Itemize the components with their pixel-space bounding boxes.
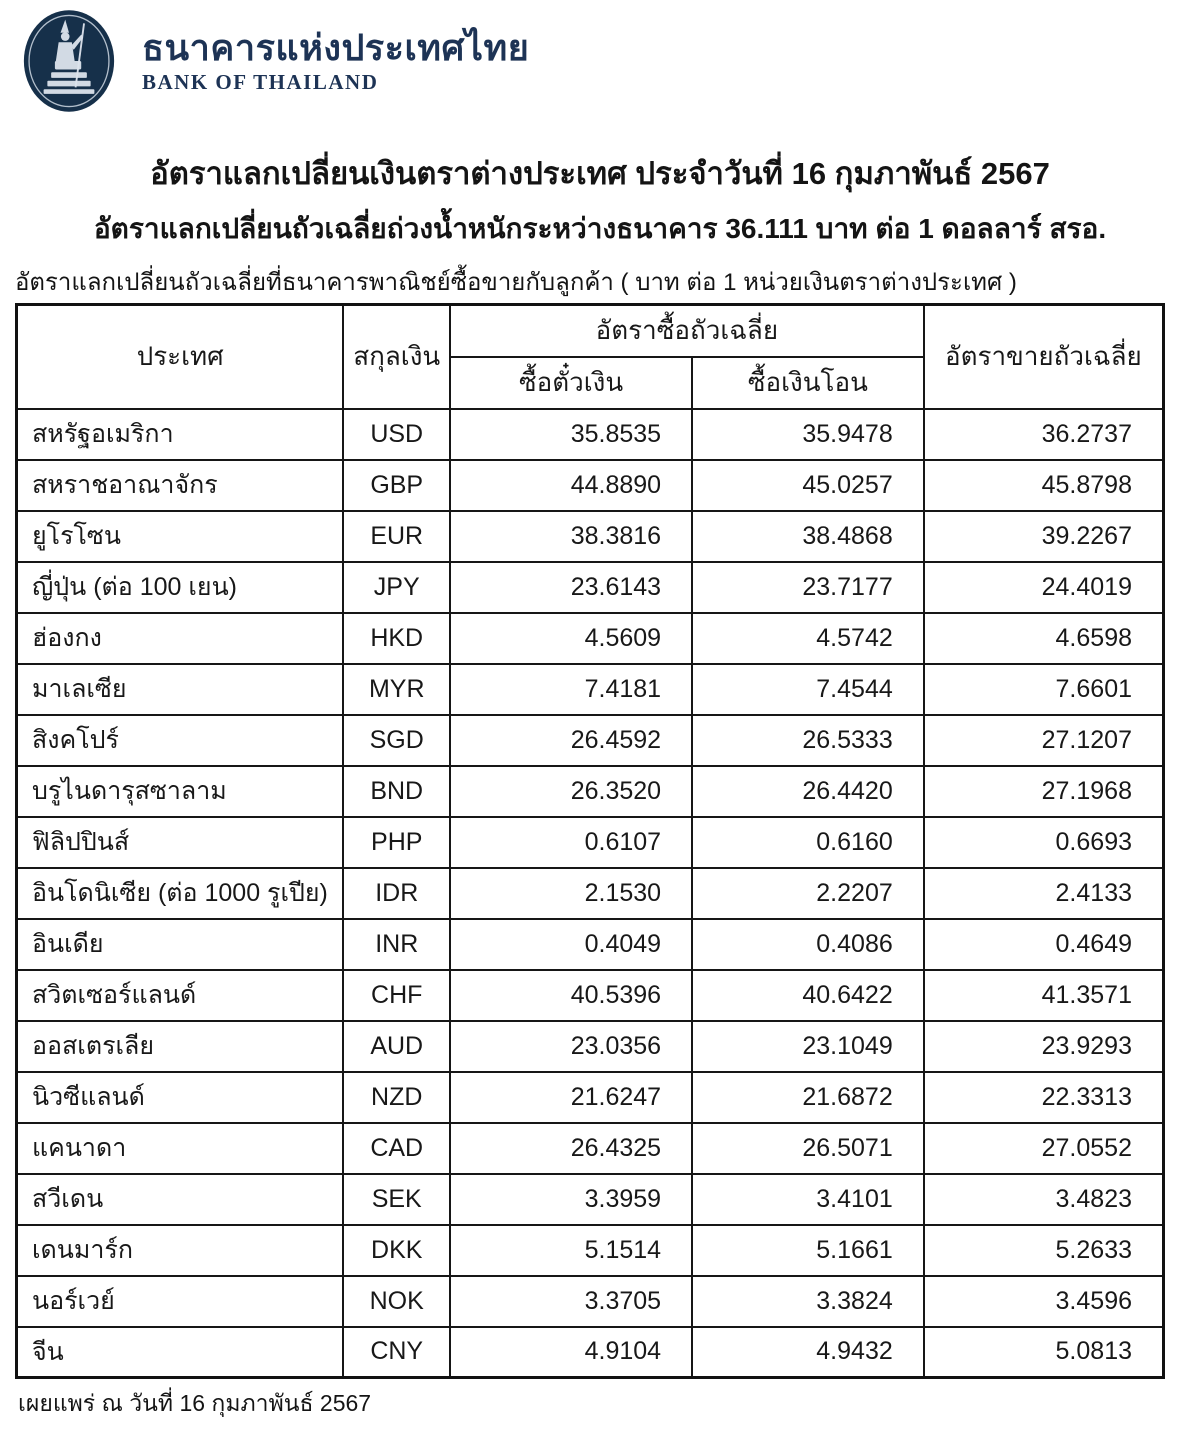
cell-country: เดนมาร์ก — [17, 1225, 344, 1276]
column-header-currency: สกุลเงิน — [343, 305, 450, 409]
cell-currency: CAD — [343, 1123, 450, 1174]
cell-buy-bill: 26.3520 — [450, 766, 692, 817]
cell-sell: 45.8798 — [924, 460, 1164, 511]
table-caption: อัตราแลกเปลี่ยนถัวเฉลี่ยที่ธนาคารพาณิชย์ซื้อขายกับลูกค้า ( บาท ต่อ 1 หน่วยเงินตราต่างประเทศ ) — [15, 269, 1017, 296]
cell-country: อินเดีย — [17, 919, 344, 970]
cell-buy-transfer: 0.6160 — [692, 817, 924, 868]
cell-buy-bill: 3.3705 — [450, 1276, 692, 1327]
table-row — [17, 970, 1164, 1021]
exchange-rate-table-body — [17, 409, 1164, 1378]
cell-sell: 27.0552 — [924, 1123, 1164, 1174]
cell-buy-transfer: 2.2207 — [692, 868, 924, 919]
cell-country: นอร์เวย์ — [17, 1276, 344, 1327]
cell-buy-transfer: 3.4101 — [692, 1174, 924, 1225]
cell-country: ฮ่องกง — [17, 613, 344, 664]
interbank-rate-subtitle: อัตราแลกเปลี่ยนถัวเฉลี่ยถ่วงน้ำหนักระหว่างธนาคาร 36.111 บาท ต่อ 1 ดอลลาร์ สรอ. — [93, 213, 1107, 244]
page-title: อัตราแลกเปลี่ยนเงินตราต่างประเทศ ประจำวันที่ 16 กุมภาพันธ์ 2567 — [150, 156, 1050, 191]
cell-country: อินโดนิเซีย (ต่อ 1000 รูเปีย) — [17, 868, 344, 919]
cell-country: สวีเดน — [17, 1174, 344, 1225]
cell-buy-bill: 26.4592 — [450, 715, 692, 766]
cell-buy-bill: 4.9104 — [450, 1327, 692, 1378]
bank-name-block — [142, 27, 529, 95]
cell-country: ญี่ปุ่น (ต่อ 100 เยน) — [17, 562, 344, 613]
table-row — [17, 409, 1164, 460]
table-row — [17, 511, 1164, 562]
exchange-rate-table — [15, 303, 1165, 1379]
cell-buy-bill: 23.0356 — [450, 1021, 692, 1072]
cell-buy-transfer: 26.5333 — [692, 715, 924, 766]
cell-country: มาเลเซีย — [17, 664, 344, 715]
cell-currency: HKD — [343, 613, 450, 664]
cell-currency: NZD — [343, 1072, 450, 1123]
cell-country: ออสเตรเลีย — [17, 1021, 344, 1072]
cell-buy-bill: 38.3816 — [450, 511, 692, 562]
cell-buy-transfer: 7.4544 — [692, 664, 924, 715]
cell-buy-bill: 23.6143 — [450, 562, 692, 613]
bank-of-thailand-header — [22, 8, 529, 114]
cell-currency: IDR — [343, 868, 450, 919]
table-row — [17, 664, 1164, 715]
cell-country: ยูโรโซน — [17, 511, 344, 562]
table-row — [17, 715, 1164, 766]
table-row — [17, 1276, 1164, 1327]
cell-buy-transfer: 45.0257 — [692, 460, 924, 511]
cell-buy-transfer: 35.9478 — [692, 409, 924, 460]
cell-currency: JPY — [343, 562, 450, 613]
cell-sell: 22.3313 — [924, 1072, 1164, 1123]
cell-currency: CNY — [343, 1327, 450, 1378]
bank-of-thailand-seal-icon — [22, 8, 116, 114]
cell-sell: 7.6601 — [924, 664, 1164, 715]
cell-buy-transfer: 26.4420 — [692, 766, 924, 817]
cell-currency: GBP — [343, 460, 450, 511]
cell-currency: INR — [343, 919, 450, 970]
exchange-rate-table-container — [15, 303, 1165, 1379]
cell-buy-bill: 44.8890 — [450, 460, 692, 511]
cell-buy-bill: 2.1530 — [450, 868, 692, 919]
cell-buy-transfer: 3.3824 — [692, 1276, 924, 1327]
table-row — [17, 1072, 1164, 1123]
cell-currency: EUR — [343, 511, 450, 562]
header-row-top — [17, 305, 1164, 357]
table-row — [17, 613, 1164, 664]
cell-buy-bill: 0.4049 — [450, 919, 692, 970]
table-row — [17, 868, 1164, 919]
cell-sell: 3.4596 — [924, 1276, 1164, 1327]
cell-buy-transfer: 26.5071 — [692, 1123, 924, 1174]
cell-buy-bill: 0.6107 — [450, 817, 692, 868]
cell-sell: 0.6693 — [924, 817, 1164, 868]
table-row — [17, 460, 1164, 511]
cell-buy-bill: 4.5609 — [450, 613, 692, 664]
cell-currency: PHP — [343, 817, 450, 868]
column-header-country: ประเทศ — [17, 305, 344, 409]
cell-currency: SGD — [343, 715, 450, 766]
cell-country: สิงคโปร์ — [17, 715, 344, 766]
cell-sell: 23.9293 — [924, 1021, 1164, 1072]
cell-buy-transfer: 4.5742 — [692, 613, 924, 664]
cell-country: แคนาดา — [17, 1123, 344, 1174]
cell-currency: CHF — [343, 970, 450, 1021]
table-row — [17, 1327, 1164, 1378]
cell-buy-bill: 35.8535 — [450, 409, 692, 460]
cell-sell: 24.4019 — [924, 562, 1164, 613]
cell-buy-transfer: 4.9432 — [692, 1327, 924, 1378]
cell-country: บรูไนดารุสซาลาม — [17, 766, 344, 817]
column-header-buy-transfer: ซื้อเงินโอน — [692, 357, 924, 409]
column-header-buy-group: อัตราซื้อถัวเฉลี่ย — [450, 305, 924, 357]
cell-sell: 39.2267 — [924, 511, 1164, 562]
cell-buy-transfer: 40.6422 — [692, 970, 924, 1021]
cell-country: สหรัฐอเมริกา — [17, 409, 344, 460]
cell-buy-transfer: 0.4086 — [692, 919, 924, 970]
cell-sell: 5.2633 — [924, 1225, 1164, 1276]
bank-name-thai: ธนาคารแห่งประเทศไทย — [142, 26, 530, 68]
cell-sell: 36.2737 — [924, 409, 1164, 460]
table-row — [17, 766, 1164, 817]
cell-currency: MYR — [343, 664, 450, 715]
cell-buy-transfer: 38.4868 — [692, 511, 924, 562]
cell-country: สหราชอาณาจักร — [17, 460, 344, 511]
table-row — [17, 1174, 1164, 1225]
cell-sell: 41.3571 — [924, 970, 1164, 1021]
column-header-sell: อัตราขายถัวเฉลี่ย — [924, 305, 1164, 409]
cell-buy-bill: 26.4325 — [450, 1123, 692, 1174]
cell-buy-bill: 40.5396 — [450, 970, 692, 1021]
cell-buy-transfer: 23.7177 — [692, 562, 924, 613]
cell-currency: NOK — [343, 1276, 450, 1327]
column-header-buy-bill: ซื้อตั๋วเงิน — [450, 357, 692, 409]
table-row — [17, 562, 1164, 613]
cell-buy-bill: 3.3959 — [450, 1174, 692, 1225]
cell-sell: 27.1968 — [924, 766, 1164, 817]
cell-sell: 5.0813 — [924, 1327, 1164, 1378]
table-row — [17, 919, 1164, 970]
cell-currency: BND — [343, 766, 450, 817]
cell-buy-bill: 5.1514 — [450, 1225, 692, 1276]
cell-currency: SEK — [343, 1174, 450, 1225]
cell-country: นิวซีแลนด์ — [17, 1072, 344, 1123]
cell-buy-transfer: 21.6872 — [692, 1072, 924, 1123]
cell-sell: 27.1207 — [924, 715, 1164, 766]
publish-date-note: เผยแพร่ ณ วันที่ 16 กุมภาพันธ์ 2567 — [18, 1390, 372, 1416]
cell-sell: 0.4649 — [924, 919, 1164, 970]
table-row — [17, 1021, 1164, 1072]
table-row — [17, 1225, 1164, 1276]
cell-country: สวิตเซอร์แลนด์ — [17, 970, 344, 1021]
cell-buy-transfer: 5.1661 — [692, 1225, 924, 1276]
cell-currency: DKK — [343, 1225, 450, 1276]
bank-name-english: BANK OF THAILAND — [142, 70, 379, 95]
cell-buy-bill: 7.4181 — [450, 664, 692, 715]
cell-buy-bill: 21.6247 — [450, 1072, 692, 1123]
cell-country: ฟิลิปปินส์ — [17, 817, 344, 868]
cell-currency: AUD — [343, 1021, 450, 1072]
table-row — [17, 1123, 1164, 1174]
cell-currency: USD — [343, 409, 450, 460]
cell-buy-transfer: 23.1049 — [692, 1021, 924, 1072]
cell-sell: 3.4823 — [924, 1174, 1164, 1225]
cell-country: จีน — [17, 1327, 344, 1378]
cell-sell: 2.4133 — [924, 868, 1164, 919]
table-row — [17, 817, 1164, 868]
cell-sell: 4.6598 — [924, 613, 1164, 664]
